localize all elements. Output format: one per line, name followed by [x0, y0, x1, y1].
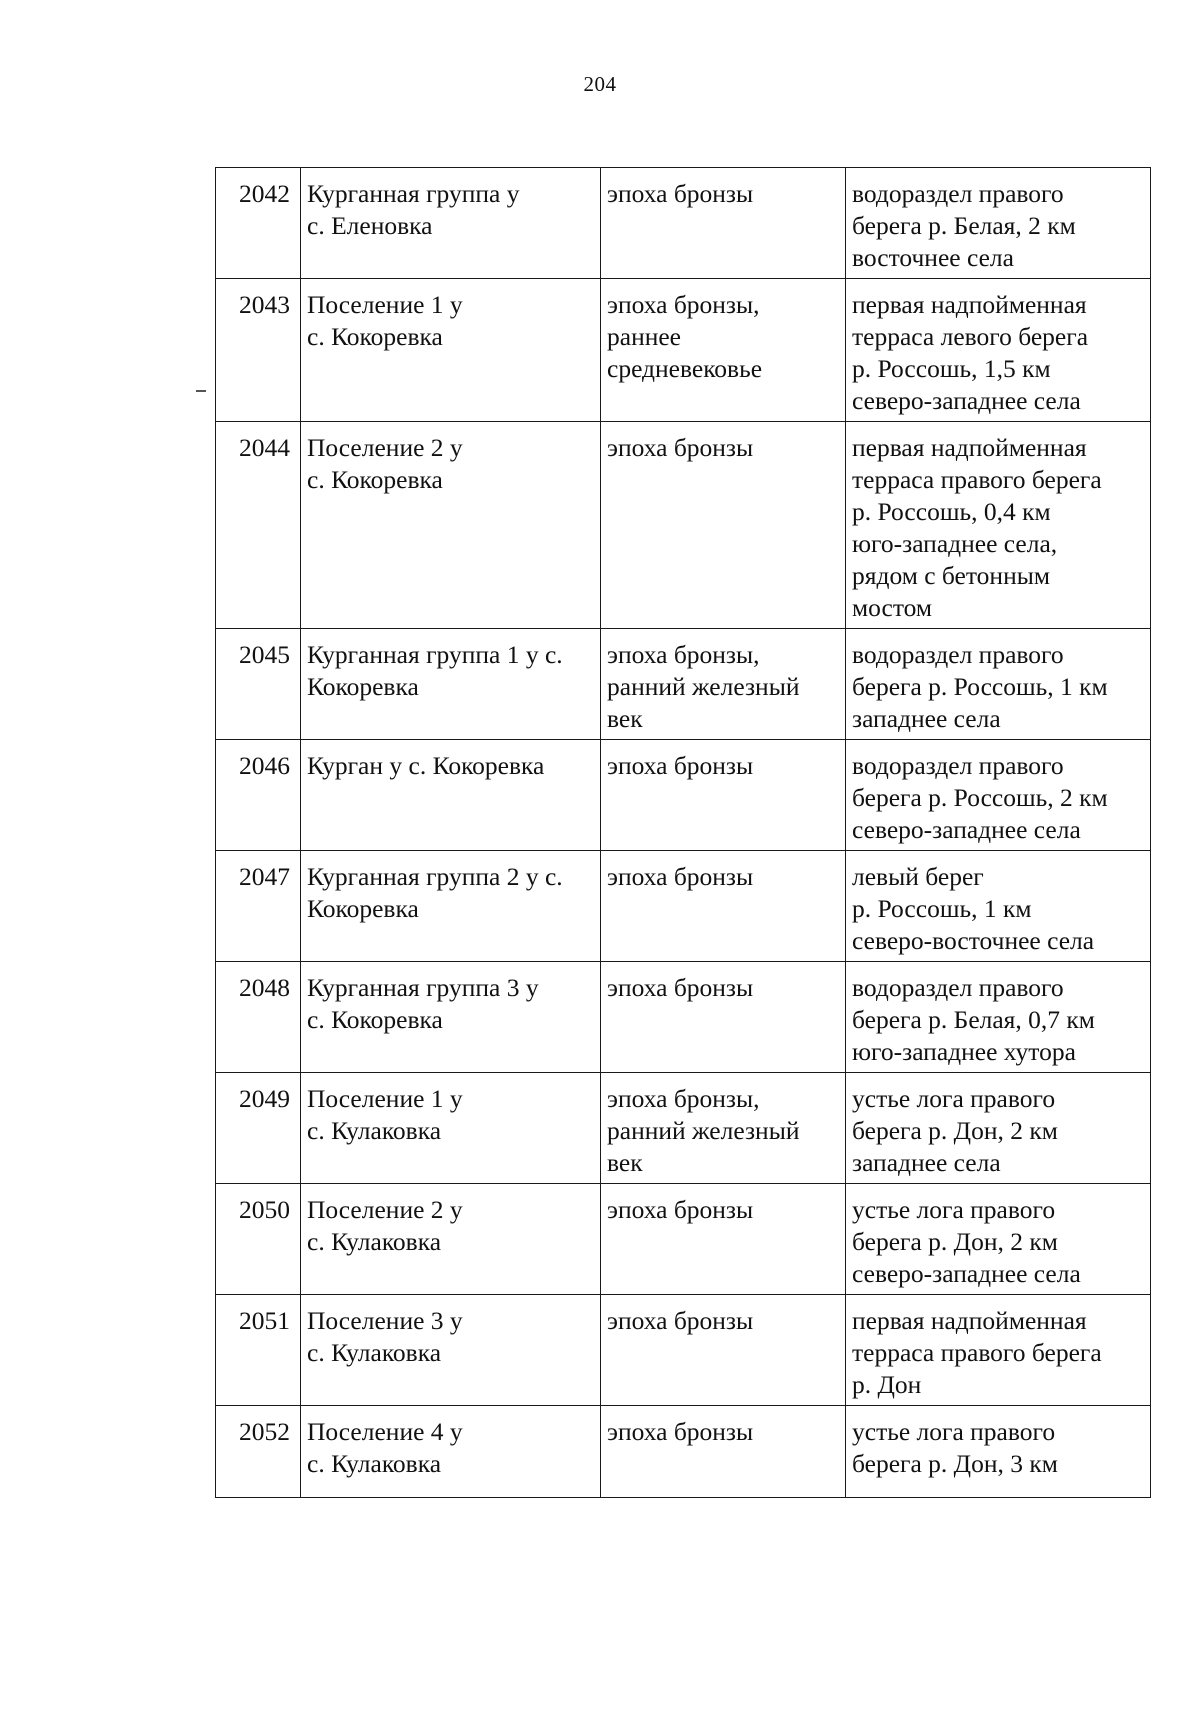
site-location: первая надпойменная терраса правого берега р. Россошь, 0,4 км юго-западнее села, рядом с бетонным мостом [846, 422, 1151, 629]
table-row [216, 1184, 1151, 1295]
site-name: Курганная группа 2 у с. Кокоревка [301, 851, 601, 962]
site-location: водораздел правого берега р. Россошь, 1 км западнее села [846, 629, 1151, 740]
site-name: Поселение 2 у с. Кулаковка [301, 1184, 601, 1295]
site-location: водораздел правого берега р. Россошь, 2 км северо-западнее села [846, 740, 1151, 851]
site-number: 2043 [216, 279, 301, 422]
table-row [216, 168, 1151, 279]
site-name: Курган у с. Кокоревка [301, 740, 601, 851]
site-location: устье лога правого берега р. Дон, 2 км западнее села [846, 1073, 1151, 1184]
site-name: Поселение 2 у с. Кокоревка [301, 422, 601, 629]
site-name: Поселение 1 у с. Кокоревка [301, 279, 601, 422]
site-number: 2047 [216, 851, 301, 962]
table-row [216, 1073, 1151, 1184]
site-name: Поселение 1 у с. Кулаковка [301, 1073, 601, 1184]
site-number: 2044 [216, 422, 301, 629]
table-row [216, 740, 1151, 851]
heritage-sites-table [215, 167, 1151, 1498]
margin-mark [196, 390, 206, 392]
site-epoch: эпоха бронзы [601, 422, 846, 629]
table-row [216, 962, 1151, 1073]
site-number: 2049 [216, 1073, 301, 1184]
site-epoch: эпоха бронзы [601, 168, 846, 279]
table-body [216, 168, 1151, 1498]
site-location: первая надпойменная терраса правого берега р. Дон [846, 1295, 1151, 1406]
site-name: Поселение 3 у с. Кулаковка [301, 1295, 601, 1406]
page-number: 204 [583, 72, 617, 96]
site-epoch: эпоха бронзы [601, 1406, 846, 1498]
site-name: Курганная группа 3 у с. Кокоревка [301, 962, 601, 1073]
site-number: 2052 [216, 1406, 301, 1498]
site-number: 2048 [216, 962, 301, 1073]
site-epoch: эпоха бронзы, ранний железный век [601, 629, 846, 740]
site-number: 2042 [216, 168, 301, 279]
site-epoch: эпоха бронзы [601, 1184, 846, 1295]
table-row [216, 1406, 1151, 1498]
site-location: устье лога правого берега р. Дон, 2 км северо-западнее села [846, 1184, 1151, 1295]
site-number: 2045 [216, 629, 301, 740]
site-epoch: эпоха бронзы, ранний железный век [601, 1073, 846, 1184]
site-epoch: эпоха бронзы [601, 740, 846, 851]
site-number: 2046 [216, 740, 301, 851]
site-epoch: эпоха бронзы [601, 962, 846, 1073]
site-name: Поселение 4 у с. Кулаковка [301, 1406, 601, 1498]
site-location: первая надпойменная терраса левого берега р. Россошь, 1,5 км северо-западнее села [846, 279, 1151, 422]
table-row [216, 422, 1151, 629]
table-row [216, 1295, 1151, 1406]
site-location: устье лога правого берега р. Дон, 3 км [846, 1406, 1151, 1498]
site-location: водораздел правого берега р. Белая, 0,7 км юго-западнее хутора [846, 962, 1151, 1073]
site-number: 2051 [216, 1295, 301, 1406]
table-row [216, 851, 1151, 962]
site-name: Курганная группа 1 у с. Кокоревка [301, 629, 601, 740]
site-location: левый берег р. Россошь, 1 км северо-восточнее села [846, 851, 1151, 962]
site-number: 2050 [216, 1184, 301, 1295]
site-epoch: эпоха бронзы, раннее средневековье [601, 279, 846, 422]
site-name: Курганная группа у с. Еленовка [301, 168, 601, 279]
site-epoch: эпоха бронзы [601, 1295, 846, 1406]
site-location: водораздел правого берега р. Белая, 2 км восточнее села [846, 168, 1151, 279]
table-row [216, 279, 1151, 422]
site-epoch: эпоха бронзы [601, 851, 846, 962]
table-row [216, 629, 1151, 740]
